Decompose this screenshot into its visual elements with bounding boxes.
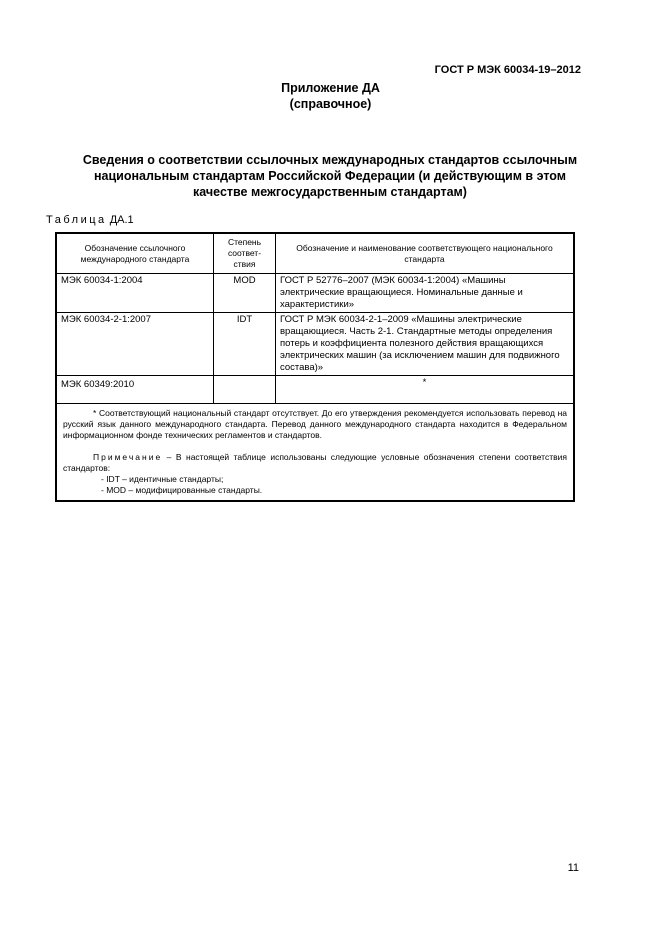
page-number: 11 xyxy=(567,862,579,874)
table-header-row xyxy=(56,233,574,274)
table-row xyxy=(56,376,574,404)
table-row xyxy=(56,313,574,376)
cell-degree: IDT xyxy=(214,313,276,376)
cell-degree xyxy=(214,376,276,404)
section-title-line: национальным стандартам Российской Федерации (и действующим в этом xyxy=(93,169,566,183)
cell-degree: MOD xyxy=(214,274,276,313)
correspondence-table xyxy=(55,232,575,502)
section-title xyxy=(40,152,620,200)
table-caption-prefix: Таблица xyxy=(46,214,107,226)
note-text: – В настоящей таблице использованы следующие условные обозначения степени соответствия стандартов: xyxy=(63,452,567,473)
header-intl-standard: Обозначение ссылочного международного стандарта xyxy=(56,233,214,274)
table-notes xyxy=(56,404,574,502)
cell-intl-standard: МЭК 60034-2-1:2007 xyxy=(56,313,214,376)
cell-national-standard: ГОСТ Р МЭК 60034-2-1–2009 «Машины электрические вращающиеся. Часть 2-1. Стандартные методы определения потерь и коэффициента полезного действия вращающихся электрических машин (за исключением машин для подвижного состава)» xyxy=(276,313,575,376)
table-caption xyxy=(46,214,134,226)
appendix-subtitle: (справочное) xyxy=(289,97,372,111)
header-national-standard: Обозначение и наименование соответствующего национального стандарта xyxy=(276,233,575,274)
appendix-heading xyxy=(0,80,661,112)
note-list-item: - IDT – идентичные стандарты; xyxy=(101,474,224,484)
table-row xyxy=(56,274,574,313)
note xyxy=(63,452,567,474)
note-label: Примечание xyxy=(93,452,163,462)
cell-intl-standard: МЭК 60349:2010 xyxy=(56,376,214,404)
cell-national-standard: ГОСТ Р 52776–2007 (МЭК 60034-1:2004) «Машины электрические вращающиеся. Номинальные данные и характеристики» xyxy=(276,274,575,313)
table-notes-row xyxy=(56,404,574,502)
cell-national-standard: * xyxy=(276,376,575,404)
document-designation: ГОСТ Р МЭК 60034-19–2012 xyxy=(434,64,581,76)
header-degree: Степень соответ-ствия xyxy=(214,233,276,274)
footnote: * Соответствующий национальный стандарт отсутствует. До его утверждения рекомендуется использовать перевод на русский язык данного международного стандарта. Перевод данного международного стандарта находится в Федеральном информационном фонде технических регламентов и стандартов. xyxy=(63,408,567,440)
appendix-title: Приложение ДА xyxy=(281,81,380,95)
table-caption-number: ДА.1 xyxy=(109,214,134,226)
cell-intl-standard: МЭК 60034-1:2004 xyxy=(56,274,214,313)
note-list-item: - MOD – модифицированные стандарты. xyxy=(101,485,263,495)
section-title-line: Сведения о соответствии ссылочных международных стандартов ссылочным xyxy=(82,153,578,167)
section-title-line: качестве межгосударственным стандартам) xyxy=(193,185,467,199)
